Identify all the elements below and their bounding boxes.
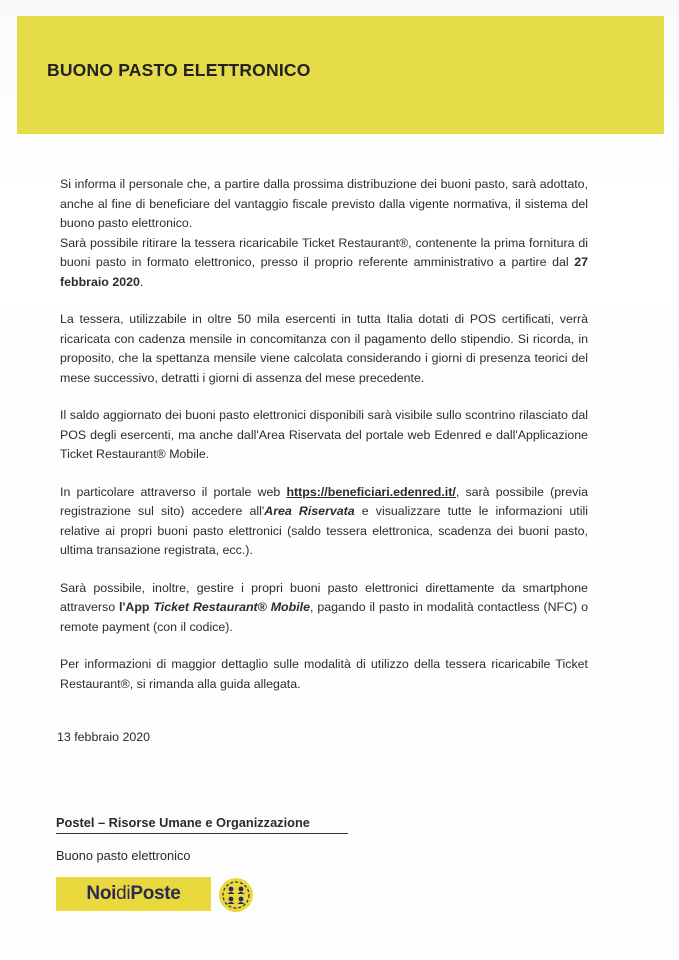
page-title: BUONO PASTO ELETTRONICO [47,60,311,80]
paragraph-1b-end: . [139,274,144,289]
paragraph-1b [60,234,588,293]
app-name: Ticket Restaurant® Mobile [153,600,310,614]
paragraph-4-end: e visualizzare tutte le informazioni utili relative ai propri buoni pasto elettronici (saldo tessera elettronica, scadenza dei buoni pasto, ultima transazione registrata, ecc.). [60,504,588,557]
paragraph-6: Per informazioni di maggior dettaglio sulle modalità di utilizzo della tessera ricaricabile Ticket Restaurant®, si rimanda alla guida allegata. [60,657,588,691]
footer-subtitle: Buono pasto elettronico [56,848,191,863]
paragraph-4-mid: , sarà possibile (previa registrazione sul sito) accedere all' [60,484,588,518]
paragraph-4-text: In particolare attraverso il portale web [60,484,287,499]
area-riservata-label: Area Riservata [264,504,355,518]
edenred-portal-link[interactable]: https://beneficiari.edenred.it/ [286,484,456,499]
noidiposte-logo [56,877,211,911]
signature-line: Postel – Risorse Umane e Organizzazione [56,815,348,834]
paragraph-1a: Si informa il personale che, a partire dalla prossima distribuzione dei buoni pasto, sarà adottato, anche al fine di beneficiare del vantaggio fiscale previsto dalla vigente normativa, il sistema del buono pasto elettronico. [60,177,588,230]
logo-text: NoidiPoste [86,883,181,904]
paragraph-5-text: Sarà possibile, inoltre, gestire i propri buoni pasto elettronici direttamente da smartphone attraverso [60,580,588,614]
pickup-date: 27 febbraio 2020 [60,255,588,289]
app-prefix: l'App [119,600,154,614]
paragraph-1b-text: Sarà possibile ritirare la tessera ricaricabile Ticket Restaurant®, contenente la prima fornitura di buoni pasto in formato elettronico, presso il proprio referente amministrativo a partire dal [60,235,588,269]
people-circle-icon [218,877,254,913]
paragraph-3: Il saldo aggiornato dei buoni pasto elettronici disponibili sarà visibile sullo scontrino rilasciato dal POS degli esercenti, ma anche dall'Area Riservata del portale web Edenred e dall'Applicazione Ticket Restaurant® Mobile. [60,408,588,461]
document-body [60,175,588,712]
paragraph-5-end: , pagando il pasto in modalità contactless (NFC) o remote payment (con il codice). [60,600,588,634]
paragraph-4 [60,483,588,561]
document-date: 13 febbraio 2020 [57,730,151,744]
paragraph-5 [60,579,588,638]
paragraph-2: La tessera, utilizzabile in oltre 50 mila esercenti in tutta Italia dotati di POS certificati, verrà ricaricata con cadenza mensile in concomitanza con il pagamento dello stipendio. Si ricorda, in proposito, che la spettanza mensile viene calcolata considerando i giorni di presenza teorici del mese successivo, detratti i giorni di assenza del mese precedente. [60,312,588,385]
